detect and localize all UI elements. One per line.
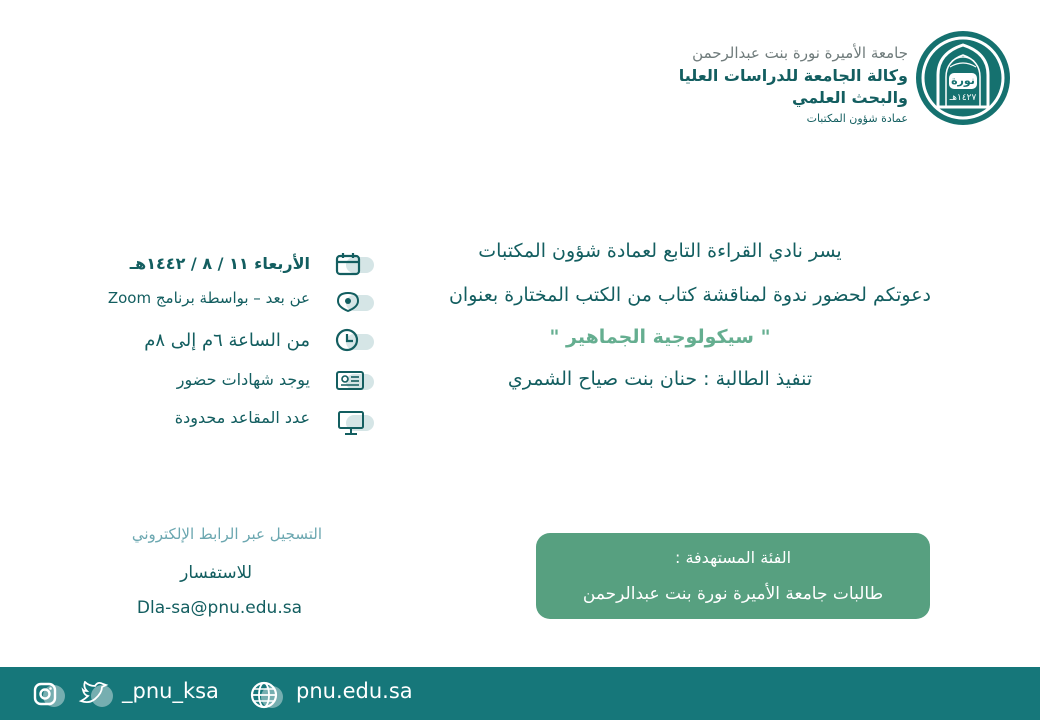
invitation-line-1: يسر نادي القراءة التابع لعمادة شؤون المكتبات [478,240,842,262]
university-logo [916,31,1010,125]
presenter-line: تنفيذ الطالبة : حنان بنت صياح الشمري [507,368,813,390]
event-time: من الساعة ٦م إلى ٨م [144,330,310,351]
monitor-icon [334,409,374,435]
invitation-line-2: دعوتكم لحضور ندوة لمناقشة كتاب من الكتب المختارة بعنوان [448,284,932,306]
social-handle[interactable]: _pnu_ksa [122,679,219,703]
logo-year: ١٤٢٧هـ [949,93,977,103]
target-audience-box [536,533,930,619]
deanship-name: عمادة شؤون المكتبات [806,112,908,125]
website-link[interactable]: pnu.edu.sa [296,679,413,703]
inquiry-label: للاستفسار [180,563,252,583]
book-title: " سيكولوجية الجماهير " [549,326,771,348]
calendar-icon [334,251,374,277]
certificates-note: يوجد شهادات حضور [176,370,310,389]
agency-name: وكالة الجامعة للدراسات العليا [678,66,908,85]
clock-icon [334,328,374,354]
contact-email[interactable]: Dla-sa@pnu.edu.sa [136,598,302,618]
event-date: الأربعاء ١١ / ٨ / ١٤٤٢هـ [129,254,310,273]
audience-text: طالبات جامعة الأميرة نورة بنت عبدالرحمن [582,584,884,604]
globe-icon[interactable] [246,681,286,711]
location-pin-icon [334,289,374,315]
twitter-icon[interactable] [78,681,116,709]
seats-note: عدد المقاعد محدودة [174,408,310,427]
instagram-icon[interactable] [32,681,66,709]
registration-link[interactable]: التسجيل عبر الرابط الإلكتروني [131,525,322,543]
certificate-icon [334,368,374,394]
audience-title: الفئة المستهدفة : [674,548,792,567]
agency-name-cont: والبحث العلمي [792,88,908,107]
footer-bar [0,667,1040,720]
event-venue: عن بعد – بواسطة برنامج Zoom [107,289,310,307]
logo-label: نورة [951,74,975,87]
university-name: جامعة الأميرة نورة بنت عبدالرحمن [692,44,908,62]
